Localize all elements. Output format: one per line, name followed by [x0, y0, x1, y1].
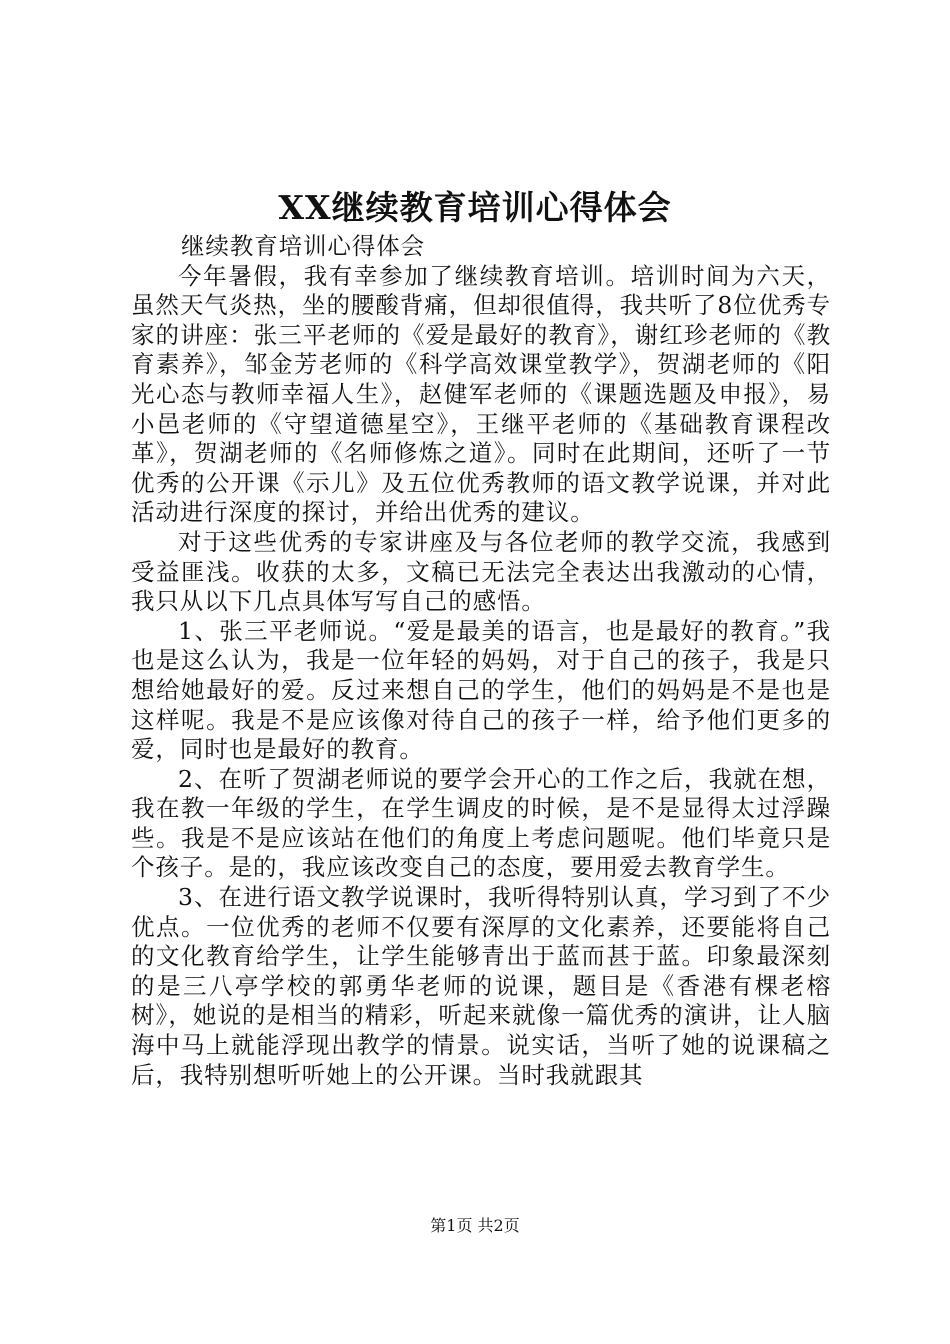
paragraph-point-3: 3、在进行语文教学说课时，我听得特别认真，学习到了不少优点。一位优秀的老师不仅要有深厚的文化素养，还要能将自己的文化教育给学生，让学生能够青出于蓝而甚于蓝。印象最深刻的是三八亭学校的郭勇华老师的说课，题目是《香港有棵老榕树》，她说的是相当的精彩，听起来就像一篇优秀的演讲，让人脑海中马上就能浮现出教学的情景。说实话，当听了她的说课稿之后，我特别想听听她上的公开课。当时我就跟其: [131, 883, 831, 1089]
paragraph-intro: 今年暑假，我有幸参加了继续教育培训。培训时间为六天，虽然天气炎热，坐的腰酸背痛，但却很值得，我共听了8位优秀专家的讲座：张三平老师的《爱是最好的教育》，谢红珍老师的《教育素养》，邹金芳老师的《科学高效课堂教学》，贺湖老师的《阳光心态与教师幸福人生》，赵健军老师的《课题选题及申报》，易小邑老师的《守望道德星空》，王继平老师的《基础教育课程改革》，贺湖老师的《名师修炼之道》。同时在此期间，还听了一节优秀的公开课《示儿》及五位优秀教师的语文教学说课，并对此活动进行深度的探讨，并给出优秀的建议。: [131, 261, 831, 527]
paragraph-benefit: 对于这些优秀的专家讲座及与各位老师的教学交流，我感到受益匪浅。收获的太多，文稿已无法完全表达出我激动的心情，我只从以下几点具体写写自己的感悟。: [131, 527, 831, 616]
document-title: XX继续教育培训心得体会: [278, 188, 672, 227]
document-subtitle: 继续教育培训心得体会: [181, 232, 425, 260]
page-footer: 第1页 共2页: [430, 1216, 520, 1235]
paragraph-point-2: 2、在听了贺湖老师说的要学会开心的工作之后，我就在想，我在教一年级的学生，在学生调皮的时候，是不是显得太过浮躁些。我是不是应该站在他们的角度上考虑问题呢。他们毕竟只是个孩子。是的，我应该改变自己的态度，要用爱去教育学生。: [131, 764, 831, 882]
document-body: [131, 232, 831, 1090]
paragraph-point-1: 1、张三平老师说。“爱是最美的语言，也是最好的教育。”我也是这么认为，我是一位年轻的妈妈，对于自己的孩子，我是只想给她最好的爱。反过来想自己的学生，他们的妈妈是不是也是这样呢。我是不是应该像对待自己的孩子一样，给予他们更多的爱，同时也是最好的教育。: [131, 616, 831, 764]
